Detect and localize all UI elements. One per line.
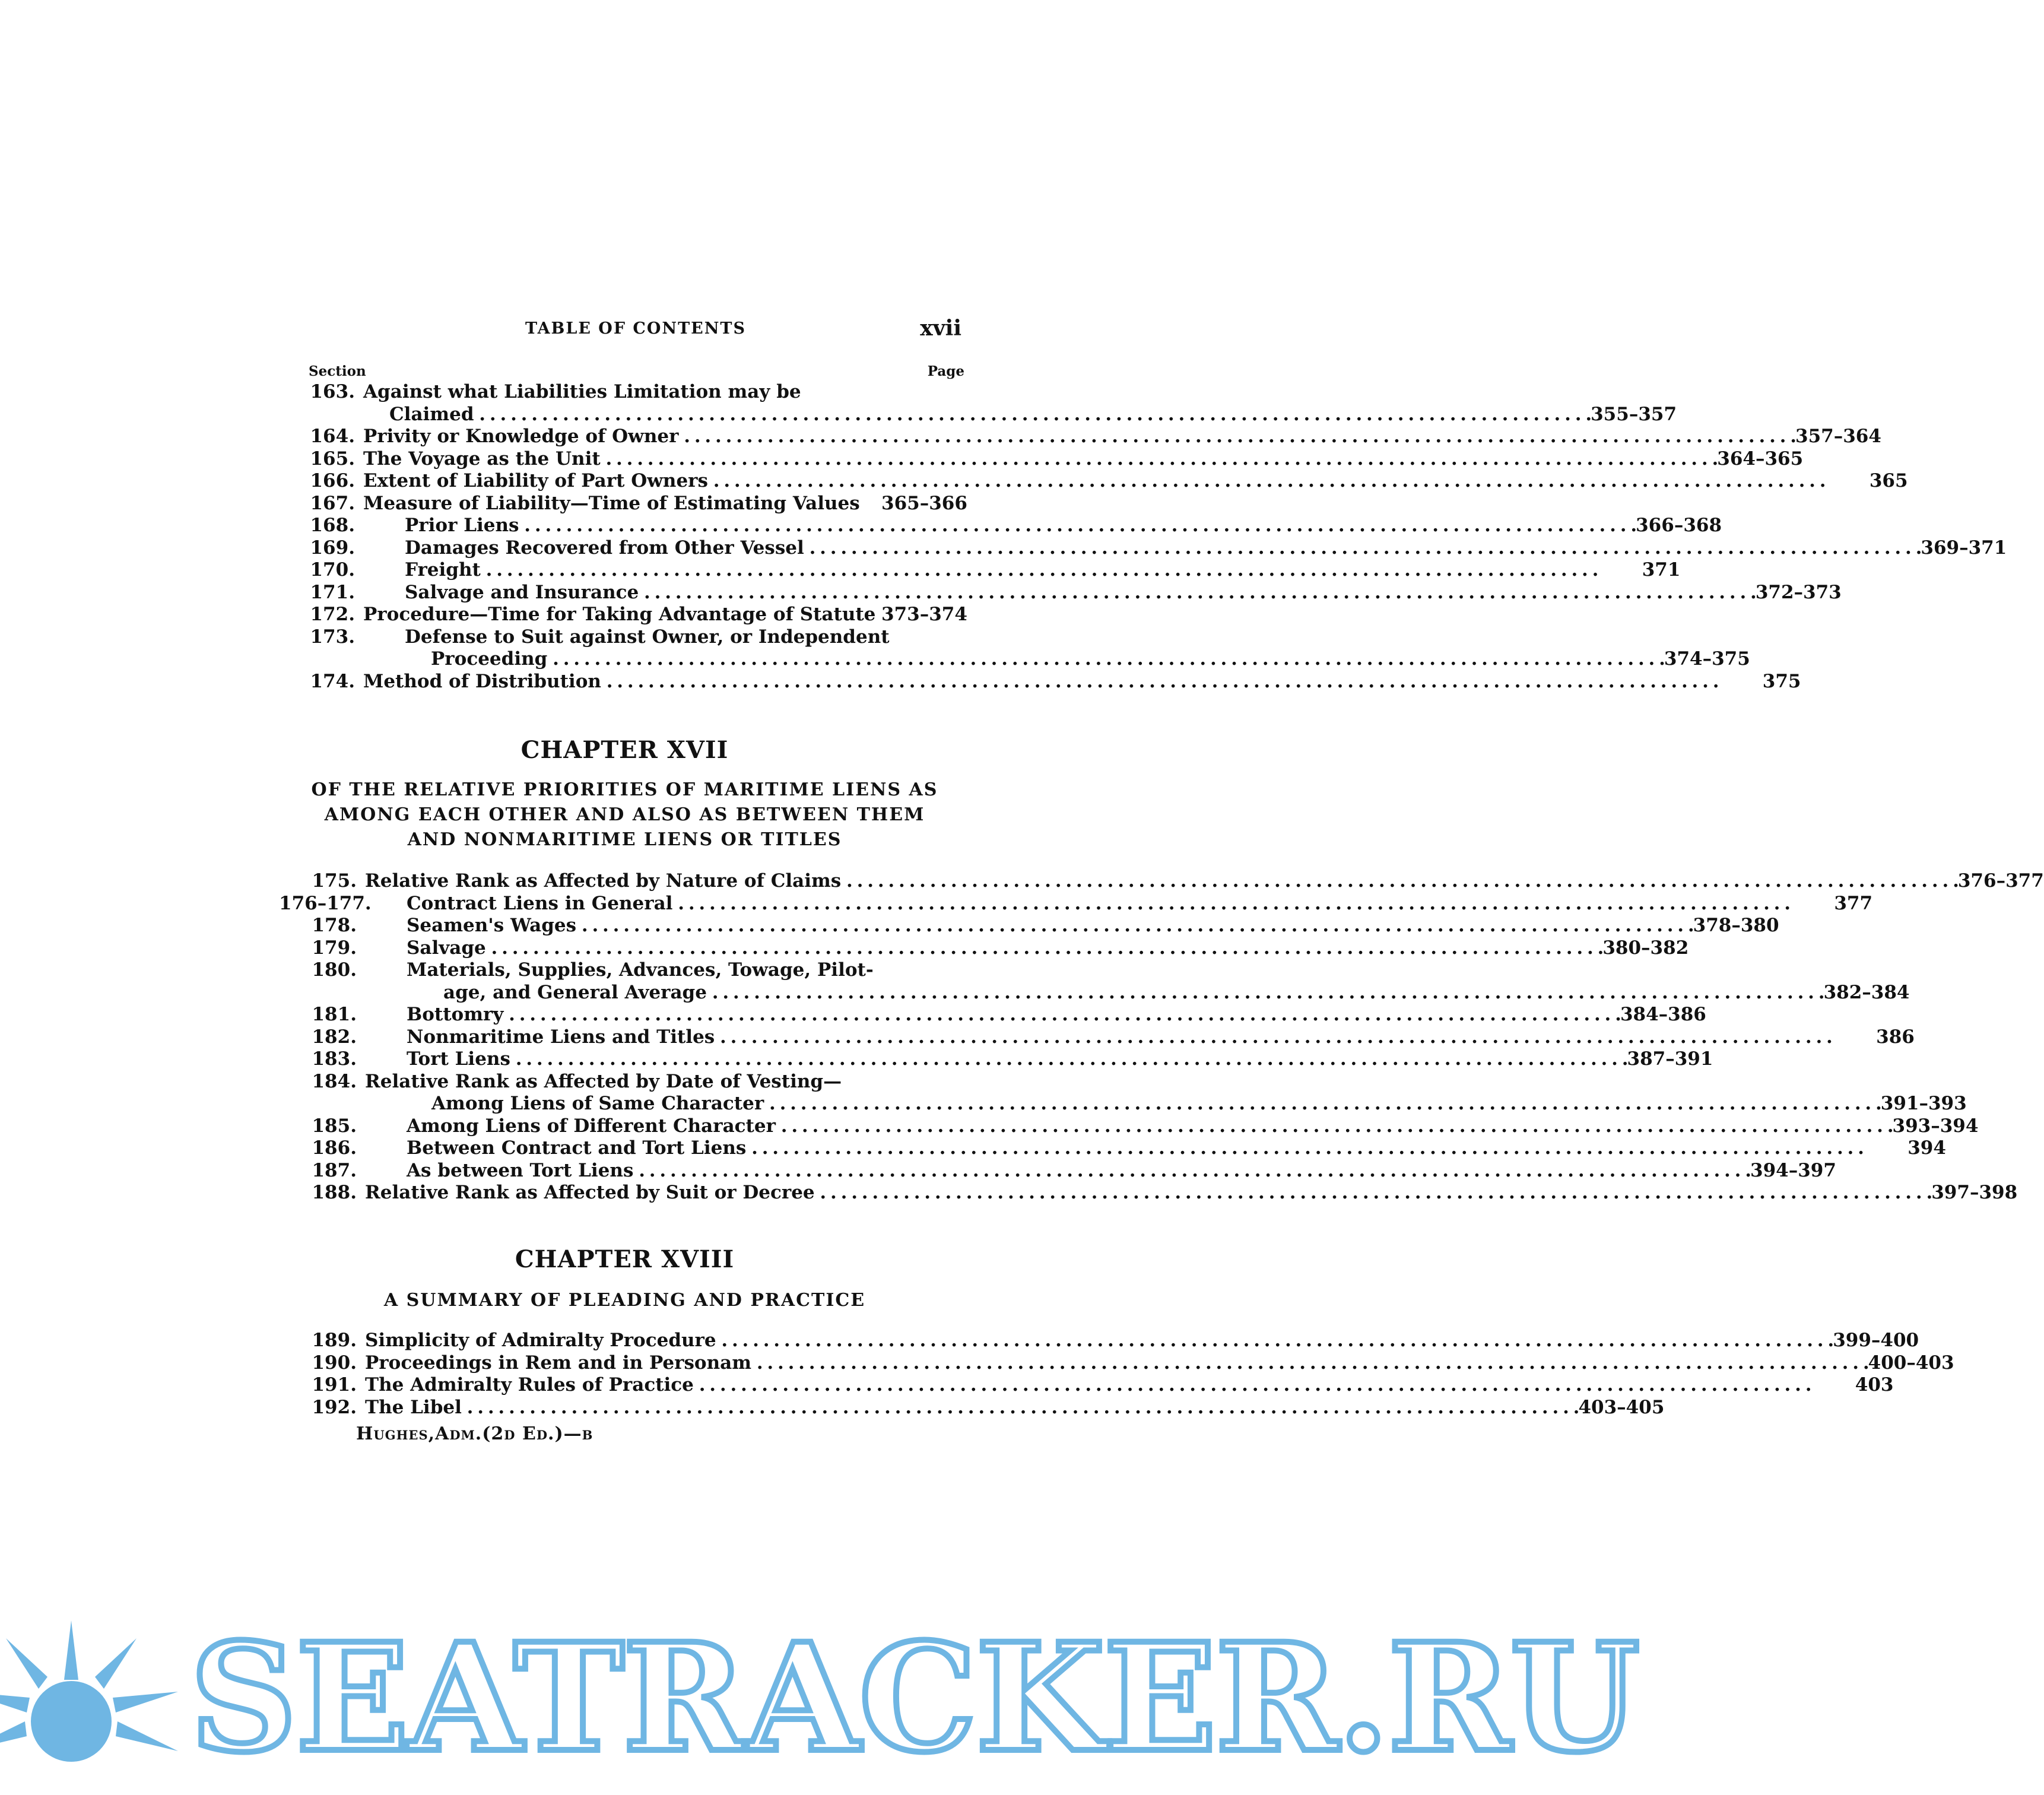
- page-column-label: Page: [927, 363, 964, 379]
- toc-entry: 180. Materials, Supplies, Advances, Towage, Pilot-: [312, 959, 874, 981]
- toc-entry: 176–177. Contract Liens in General . . . 377: [279, 893, 966, 915]
- toc-chapter17-block: [279, 870, 2044, 1204]
- toc-entry: 163. Against what Liabilities Limitation may be: [310, 381, 801, 402]
- watermark-text: SEATRACKER.RU: [190, 1610, 1639, 1785]
- toc-entry: 183. Tort Liens . . . 387–391: [279, 1048, 966, 1071]
- toc-entry: Claimed . . . 355–357: [285, 404, 964, 426]
- toc-entry: 184. Relative Rank as Affected by Date of Vesting—: [312, 1070, 842, 1092]
- toc-entry: 179. Salvage . . . 380–382: [279, 937, 966, 960]
- toc-entry: Proceeding . . . 374–375: [285, 648, 964, 671]
- toc-entry: 187. As between Tort Liens . . . 394–397: [279, 1160, 966, 1182]
- toc-chapter18-block: [279, 1330, 1954, 1419]
- chapter-subtitle: A SUMMARY OF PLEADING AND PRACTICE: [383, 1290, 866, 1311]
- section-column-label: Section: [309, 363, 366, 379]
- toc-entry: 186. Between Contract and Tort Liens . . . 394: [279, 1137, 966, 1160]
- column-headings: [285, 361, 964, 381]
- toc-entry: 188. Relative Rank as Affected by Suit or Decree . . . 397–398: [279, 1182, 966, 1204]
- toc-entry: 173. Defense to Suit against Owner, or Independent: [310, 626, 890, 648]
- chapter-subtitle-line: AND NONMARITIME LIENS OR TITLES: [407, 829, 842, 850]
- chapter-subtitle: [285, 778, 964, 852]
- signature-line: Hughes,Adm.(2d Ed.)—b: [356, 1423, 593, 1444]
- running-head: [310, 316, 961, 345]
- page-title: TABLE OF CONTENTS: [525, 319, 747, 338]
- toc-entry: 170. Freight . . . 371: [285, 559, 964, 582]
- toc-top-block: [285, 361, 2007, 693]
- toc-entry: 191. The Admiralty Rules of Practice . . . 403: [279, 1374, 966, 1397]
- chapter-title: CHAPTER XVII: [520, 736, 729, 764]
- toc-entry: 182. Nonmaritime Liens and Titles . . . 386: [279, 1026, 966, 1049]
- toc-entry: 192. The Libel . . . 403–405: [279, 1397, 966, 1419]
- toc-entry: Among Liens of Same Character . . . 391–393: [279, 1093, 966, 1115]
- toc-entry: 190. Proceedings in Rem and in Personam . . . 400–403: [279, 1352, 966, 1375]
- toc-entry: 167. Measure of Liability—Time of Estimating Values 365–366: [310, 492, 967, 514]
- toc-entry: 171. Salvage and Insurance . . . 372–373: [285, 582, 964, 604]
- toc-entry: 166. Extent of Liability of Part Owners . . . 365: [285, 470, 964, 493]
- toc-entry: 181. Bottomry . . . 384–386: [279, 1004, 966, 1026]
- toc-entry: 172. Procedure—Time for Taking Advantage of Statute 373–374: [310, 604, 967, 625]
- chapter-subtitle-line: OF THE RELATIVE PRIORITIES OF MARITIME LIENS AS: [311, 779, 938, 800]
- toc-entry: 169. Damages Recovered from Other Vessel . . . 369–371: [285, 537, 964, 560]
- toc-entry: 168. Prior Liens . . . 366–368: [285, 515, 964, 537]
- page-number: xvii: [920, 316, 961, 341]
- chapter-title: CHAPTER XVIII: [515, 1245, 735, 1273]
- toc-entry: 178. Seamen's Wages . . . 378–380: [279, 915, 966, 937]
- toc-entry: 185. Among Liens of Different Character . . . 393–394: [279, 1115, 966, 1138]
- toc-entry: 165. The Voyage as the Unit . . . 364–365: [285, 448, 964, 471]
- toc-entry: age, and General Average . . . 382–384: [279, 982, 966, 1004]
- toc-entry: 174. Method of Distribution . . . 375: [285, 671, 964, 693]
- chapter-subtitle-line: AMONG EACH OTHER AND ALSO AS BETWEEN THEM: [324, 804, 925, 825]
- toc-entry: 164. Privity or Knowledge of Owner . . . 357–364: [285, 426, 964, 448]
- toc-entry: 189. Simplicity of Admiralty Procedure . . . 399–400: [279, 1330, 966, 1352]
- toc-entry: 175. Relative Rank as Affected by Nature of Claims . . . 376–377: [279, 870, 966, 893]
